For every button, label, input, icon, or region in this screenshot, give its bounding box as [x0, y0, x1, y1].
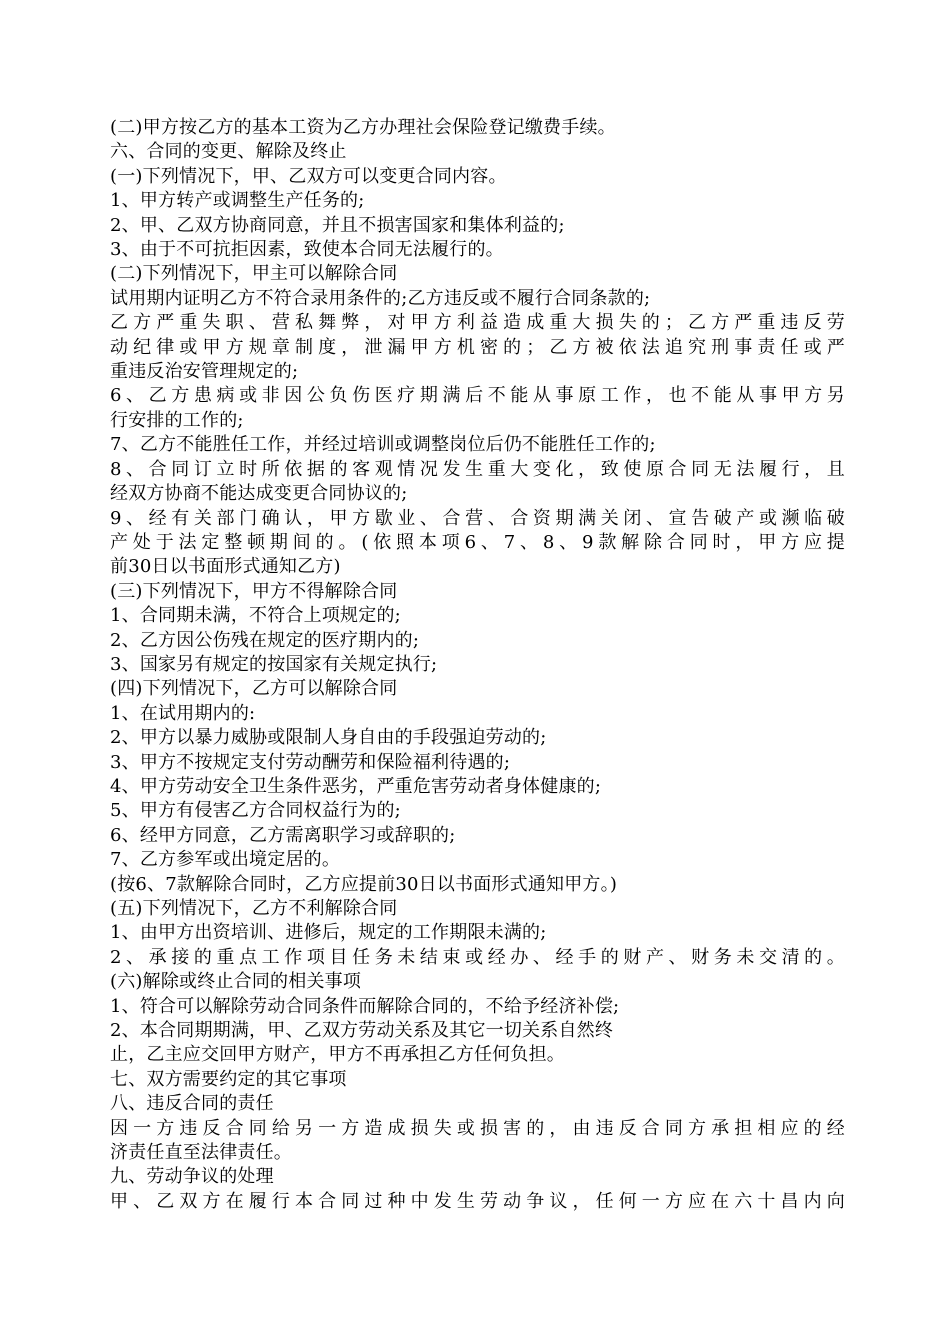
text-line: 6、乙方患病或非因公负伤医疗期满后不能从事原工作，也不能从事甲方另 [110, 385, 845, 407]
text-line: 止，乙主应交回甲方财产，甲方不再承担乙方任何负担。 [110, 1044, 565, 1066]
text-line: 1、甲方转产或调整生产任务的; [110, 190, 365, 212]
text-line: 3、国家另有规定的按国家有关规定执行; [110, 653, 438, 675]
text-line: 2、本合同期期满，甲、乙双方劳动关系及其它一切关系自然终 [110, 1020, 614, 1042]
text-line: 1、合同期未满，不符合上项规定的; [110, 605, 401, 627]
text-line: 重违反治安管理规定的; [110, 361, 299, 383]
text-line: 甲、乙双方在履行本合同过种中发生劳动争议，任何一方应在六十昌内向 [110, 1190, 845, 1212]
text-line: (六)解除或终止合同的相关事项 [110, 971, 362, 993]
text-line: 1、符合可以解除劳动合同条件而解除合同的，不给予经济补偿; [110, 995, 620, 1017]
text-line: 动纪律或甲方规章制度，泄漏甲方机密的；乙方被依法追究刑事责任或严 [110, 336, 845, 358]
text-line: 因一方违反合同给另一方造成损失或损害的，由违反合同方承担相应的经 [110, 1117, 845, 1139]
document-body [110, 116, 845, 1214]
text-line: 7、乙方参军或出境定居的。 [110, 849, 341, 871]
text-line: (一)下列情况下，甲、乙双方可以变更合同内容。 [110, 165, 507, 187]
text-line: 2、甲方以暴力威胁或限制人身自由的手段强迫劳动的; [110, 727, 547, 749]
text-line: 八、违反合同的责任 [110, 1093, 274, 1115]
text-line: (三)下列情况下，甲方不得解除合同 [110, 580, 398, 602]
text-line: 5、甲方有侵害乙方合同权益行为的; [110, 800, 401, 822]
text-line: (二)下列情况下，甲主可以解除合同 [110, 263, 398, 285]
text-line: 4、甲方劳动安全卫生条件恶劣，严重危害劳动者身体健康的; [110, 775, 602, 797]
text-line: 试用期内证明乙方不符合录用条件的;乙方违反或不履行合同条款的; [110, 287, 651, 309]
text-line: 1、由甲方出资培训、进修后，规定的工作期限未满的; [110, 922, 547, 944]
text-line: 2、乙方因公伤残在规定的医疗期内的; [110, 629, 420, 651]
text-line: (五)下列情况下，乙方不利解除合同 [110, 898, 398, 919]
text-line: 七、双方需要约定的其它事项 [110, 1068, 347, 1090]
text-line: 9、经有关部门确认，甲方歇业、合营、合资期满关闭、宣告破产或濒临破 [110, 507, 845, 529]
text-line: 九、劳动争议的处理 [110, 1166, 274, 1188]
text-line: 2、甲、乙双方协商同意，并且不损害国家和集体利益的; [110, 214, 565, 236]
text-line: 经双方协商不能达成变更合同协议的; [110, 483, 408, 505]
text-line: 六、合同的变更、解除及终止 [110, 141, 347, 163]
text-line: (按6、7款解除合同时，乙方应提前30日以书面形式通知甲方。) [110, 873, 618, 895]
text-line: 前30日以书面形式通知乙方) [110, 556, 341, 578]
text-line: 6、经甲方同意，乙方需离职学习或辞职的; [110, 824, 456, 846]
text-line: 3、由于不可抗拒因素，致使本合同无法履行的。 [110, 239, 504, 261]
text-line: 3、甲方不按规定支付劳动酬劳和保险福利待遇的; [110, 751, 511, 773]
text-line: 产处于法定整顿期间的。(依照本项6、7、8、9款解除合同时，甲方应提 [110, 531, 845, 553]
text-line: 7、乙方不能胜任工作，并经过培训或调整岗位后仍不能胜任工作的; [110, 434, 656, 456]
text-line: 行安排的工作的; [110, 409, 244, 431]
text-line: 乙方严重失职、营私舞弊，对甲方利益造成重大损失的；乙方严重违反劳 [110, 312, 845, 334]
text-line: 济责任直至法律责任。 [110, 1142, 292, 1164]
text-line: 2、承接的重点工作项目任务未结束或经办、经手的财产、财务未交清的。 [110, 946, 845, 968]
text-line: (四)下列情况下，乙方可以解除合同 [110, 678, 398, 700]
text-line: 1、在试用期内的: [110, 702, 256, 724]
text-line: 8、合同订立时所依据的客观情况发生重大变化，致使原合同无法履行，且 [110, 458, 845, 480]
text-line: (二)甲方按乙方的基本工资为乙方办理社会保险登记缴费手续。 [110, 117, 616, 138]
